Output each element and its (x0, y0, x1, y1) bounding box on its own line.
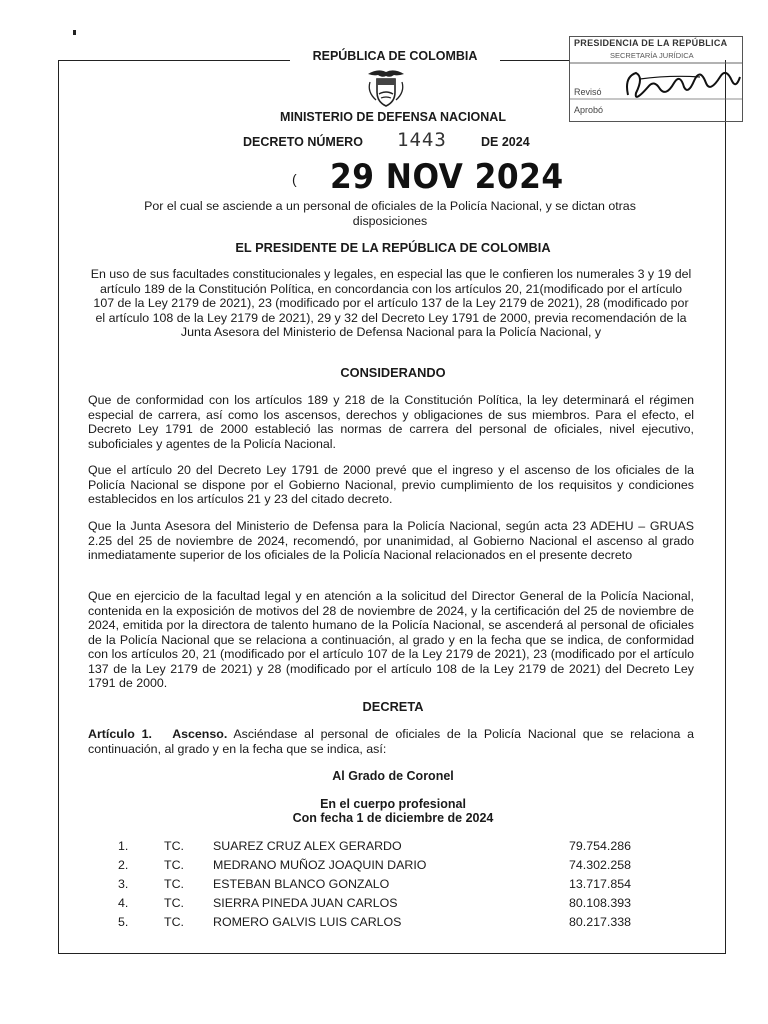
decree-number: 1443 (397, 129, 447, 151)
considerando-heading: CONSIDERANDO (340, 365, 446, 380)
intro-paragraph: En uso de sus facultades constitucionales y legales, en especial las que le confieren los numerales 3 y 19 del artículo 189 de la Constitución Política, en concordancia con los artículos 20, 21(modificado por el artículo 107 de la Ley 2179 de 2021), 23 (modificado por el artículo 137 de la Ley 2179 de 2021), 28 (modificado por el artículo 108 de la Ley 2179 de 2021), 29 y 32 del Decreto Ley 1791 de 2000, previa recomendación de la Junta Asesora del Ministerio de Defensa Nacional para la Policía Nacional, y (90, 267, 692, 339)
officer-name: ESTEBAN BLANCO GONZALO (213, 877, 390, 891)
cuerpo-line-1: En el cuerpo profesional (320, 797, 466, 811)
officer-number: 1. (118, 839, 129, 853)
officer-rank: TC. (164, 915, 184, 929)
officer-rank: TC. (164, 896, 184, 910)
president-heading: EL PRESIDENTE DE LA REPÚBLICA DE COLOMBIA (235, 240, 551, 255)
considerando-paragraph-2: Que el artículo 20 del Decreto Ley 1791 de 2000 prevé que el ingreso y el ascenso de los oficiales de la Policía Nacional se dispone por el Gobierno Nacional, previo cumplimiento de los requisitos y condiciones establecidos en los artículos 21 y 23 del citado decreto. (88, 463, 694, 506)
decree-de: DE (481, 135, 499, 149)
officer-row (0, 915, 768, 933)
top-rule-right (500, 60, 570, 61)
scan-mark (73, 30, 76, 35)
officer-row (0, 839, 768, 857)
officer-name: MEDRANO MUÑOZ JOAQUIN DARIO (213, 858, 427, 872)
officer-row (0, 877, 768, 895)
decree-subtitle: Por el cual se asciende a un personal de oficiales de la Policía Nacional, y se dictan otras disposiciones (144, 199, 636, 228)
top-rule-left (58, 60, 290, 61)
considerando-paragraph-3: Que la Junta Asesora del Ministerio de Defensa para la Policía Nacional, según acta 23 ADEHU – GRUAS 2.25 del 25 de noviembre de 2024, recomendó, por unanimidad, al Gobierno Nacional el ascenso al grado inmediatamente superior de los oficiales de la Policía Nacional relacionados en el presente decreto (88, 519, 694, 562)
officer-id: 80.217.338 (569, 915, 632, 929)
decree-year-line (481, 135, 530, 149)
officer-rank: TC. (164, 877, 184, 891)
officer-id: 13.717.854 (569, 877, 632, 891)
decree-year: 2024 (501, 135, 530, 149)
grado-heading: Al Grado de Coronel (332, 769, 454, 783)
republic-heading: REPÚBLICA DE COLOMBIA (290, 49, 500, 63)
open-parenthesis: ( (292, 171, 297, 187)
officer-number: 4. (118, 896, 129, 910)
considerando-paragraph-1: Que de conformidad con los artículos 189 y 218 de la Constitución Política, la ley determinará el régimen especial de carrera, así como los ascensos, derechos y obligaciones de sus miembros. Para el efecto, el Decreto Ley 1791 de 2000 estableció las normas de carrera del personal de oficiales, nivel ejecutivo, suboficiales y agentes de la Policía Nacional. (88, 393, 694, 451)
decreta-heading: DECRETA (362, 699, 424, 714)
stamp-title: PRESIDENCIA DE LA REPÚBLICA (574, 38, 728, 48)
decree-label: DECRETO NÚMERO (243, 135, 363, 149)
date-stamp: 29 NOV 2024 (330, 157, 564, 197)
officer-number: 2. (118, 858, 129, 872)
considerando-paragraph-4: Que en ejercicio de la facultad legal y en atención a la solicitud del Director General de la Policía Nacional, contenida en la exposición de motivos del 28 de noviembre de 2024, y la certificación del 25 de noviembre de 2024, emitida por la directora de talento humano de la Policía Nacional, se ascenderá al personal de oficiales de la Policía Nacional que se relaciona a continuación, al grado y en la fecha que se indica, de conformidad con los artículos 20, 21 (modificado por el artículo 107 de la Ley 2179 de 2021), 23 (modificado por el artículo 137 de la Ley 2179 de 2021) y 28 (modificado por el artículo 108 de la Ley 2179 de 2021) del Decreto Ley 1791 de 2000. (88, 589, 694, 690)
officer-number: 3. (118, 877, 129, 891)
article-1-label: Artículo 1. (88, 727, 152, 741)
stamp-subtitle: SECRETARÍA JURÍDICA (610, 51, 694, 60)
coat-of-arms-icon (364, 66, 408, 108)
article-1-text: Asciéndase al personal de oficiales de la Policía Nacional que se relaciona a continuación, al grado y en la fecha que se indica, así: (88, 727, 694, 756)
officer-id: 79.754.286 (569, 839, 632, 853)
officer-id: 74.302.258 (569, 858, 632, 872)
article-1 (88, 727, 694, 756)
cuerpo-line-2: Con fecha 1 de diciembre de 2024 (292, 811, 494, 825)
officer-row (0, 896, 768, 914)
officer-id: 80.108.393 (569, 896, 632, 910)
officer-name: ROMERO GALVIS LUIS CARLOS (213, 915, 402, 929)
officer-number: 5. (118, 915, 129, 929)
officer-row (0, 858, 768, 876)
article-1-title: Ascenso. (172, 727, 228, 741)
officer-name: SIERRA PINEDA JUAN CARLOS (213, 896, 398, 910)
officer-name: SUAREZ CRUZ ALEX GERARDO (213, 839, 402, 853)
officer-rank: TC. (164, 858, 184, 872)
ministry-heading: MINISTERIO DE DEFENSA NACIONAL (280, 110, 506, 124)
stamp-approved-label: Aprobó (574, 105, 604, 115)
stamp-reviewed-label: Revisó (574, 87, 602, 97)
officer-rank: TC. (164, 839, 184, 853)
cuerpo-heading (60, 797, 726, 825)
